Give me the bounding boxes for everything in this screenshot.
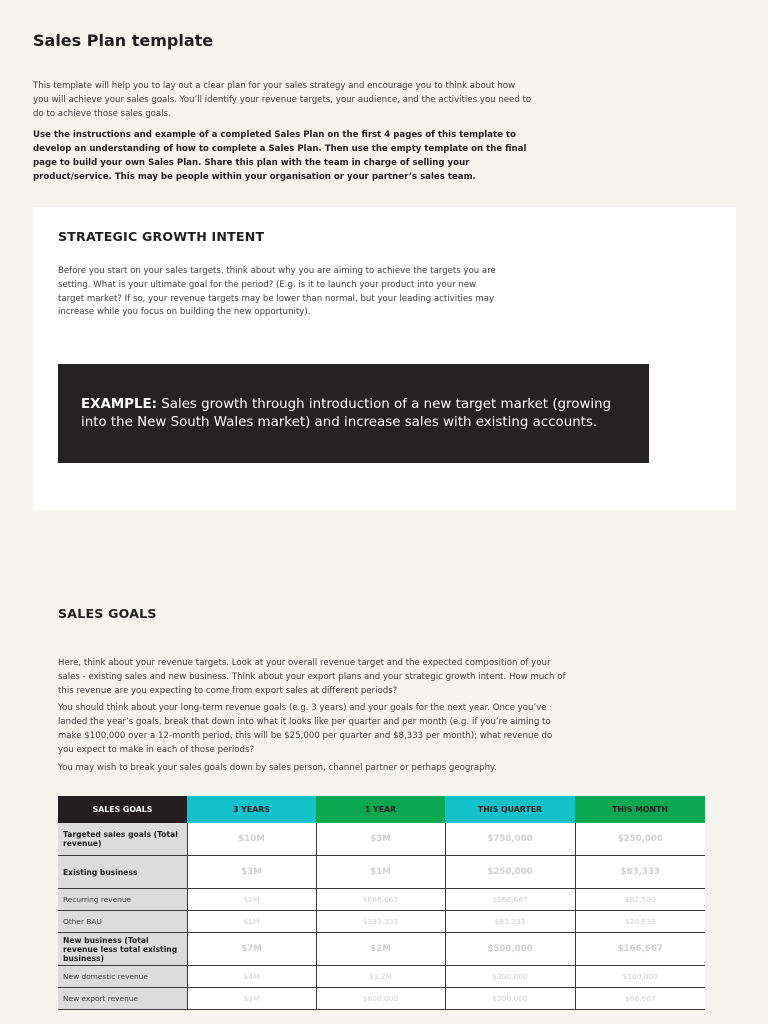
row-label: Existing business: [58, 856, 187, 889]
header-this-quarter: THIS QUARTER: [445, 796, 575, 823]
table-cell[interactable]: $100,000: [575, 966, 705, 988]
sales-goals-paragraph: You may wish to break your sales goals down by sales person, channel partner or perhaps geography.: [58, 762, 497, 773]
table-cell[interactable]: $3M: [316, 823, 445, 856]
table-cell[interactable]: $1.2M: [316, 966, 445, 988]
table-cell[interactable]: $2M: [316, 933, 445, 966]
row-label: New domestic revenue: [58, 966, 187, 988]
table-cell[interactable]: $500,000: [445, 933, 575, 966]
header-3-years: 3 YEARS: [187, 796, 316, 823]
example-box: [58, 364, 649, 463]
header-1-year: 1 YEAR: [316, 796, 445, 823]
strategic-growth-text: Before you start on your sales targets, think about why you are aiming to achieve the targets you are setting. What is your ultimate goal for the period? (E.g. is it to launch your product into your new target market? If so, your revenue targets may be lower than normal, but your leading activities may increase while you focus on building the new opportunity).: [58, 266, 496, 318]
sales-goals-heading: SALES GOALS: [58, 606, 157, 621]
table-cell[interactable]: $666,667: [316, 889, 445, 911]
header-this-month: THIS MONTH: [575, 796, 705, 823]
row-label: Targeted sales goals (Total revenue): [58, 823, 187, 856]
table-cell[interactable]: $66,667: [575, 988, 705, 1010]
page-title: Sales Plan template: [33, 31, 214, 50]
table-cell[interactable]: $1M: [187, 911, 316, 933]
strategic-growth-heading: STRATEGIC GROWTH INTENT: [58, 229, 265, 244]
sales-goals-paragraph: Here, think about your revenue targets. Look at your overall revenue target and the expected composition of your sales - existing sales and new business. Think about your export plans and your strategic growth intent. How much of this revenue are you expecting to come from export sales at different periods?: [58, 658, 566, 696]
table-cell[interactable]: $2M: [187, 889, 316, 911]
table-cell[interactable]: $750,000: [445, 823, 575, 856]
example-text: Sales growth through introduction of a new target market (growing into the New South Wales market) and increase sales with existing accounts.: [81, 397, 612, 430]
table-row: [58, 823, 705, 856]
table-row: [58, 933, 705, 966]
header-sales-goals: SALES GOALS: [58, 796, 187, 823]
sales-goals-text: [58, 657, 570, 779]
table-cell[interactable]: $10M: [187, 823, 316, 856]
instructions-paragraph: Use the instructions and example of a completed Sales Plan on the first 4 pages of this template to develop an understanding of how to complete a Sales Plan. Then use the empty template on the final page to build your own Sales Plan. Share this plan with the team in charge of selling your product/service. This may be people within your organisation or your partner’s sales team.: [33, 130, 527, 182]
table-cell[interactable]: $300,000: [445, 966, 575, 988]
table-row: [58, 966, 705, 988]
table-row: [58, 911, 705, 933]
row-label: Other BAU: [58, 911, 187, 933]
table-cell[interactable]: $200,000: [445, 988, 575, 1010]
strategic-growth-card: [33, 207, 736, 510]
row-label: New export revenue: [58, 988, 187, 1010]
table-header-row: [58, 796, 705, 823]
table-cell[interactable]: $1M: [316, 856, 445, 889]
table-cell[interactable]: $83,333: [445, 911, 575, 933]
table-cell[interactable]: $4M: [187, 966, 316, 988]
table-cell[interactable]: $62,500: [575, 889, 705, 911]
table-cell[interactable]: $20,833: [575, 911, 705, 933]
example-label: EXAMPLE:: [81, 397, 158, 412]
table-cell[interactable]: $250,000: [445, 856, 575, 889]
row-label: New business (Total revenue less total existing business): [58, 933, 187, 966]
table-row: [58, 889, 705, 911]
table-cell[interactable]: $7M: [187, 933, 316, 966]
table-cell[interactable]: $3M: [187, 856, 316, 889]
intro-paragraph: This template will help you to lay out a clear plan for your sales strategy and encourage you to think about how you will achieve your sales goals. You’ll identify your revenue targets, your audience, and the activities you need to do to achieve those sales goals.: [33, 81, 532, 119]
sales-goals-table: [58, 796, 705, 1010]
table-cell[interactable]: $83,333: [575, 856, 705, 889]
table-cell[interactable]: $166,667: [575, 933, 705, 966]
table-cell[interactable]: $800,000: [316, 988, 445, 1010]
row-label: Recurring revenue: [58, 889, 187, 911]
table-cell[interactable]: $250,000: [575, 823, 705, 856]
table-cell[interactable]: $3M: [187, 988, 316, 1010]
sales-goals-paragraph: You should think about your long-term revenue goals (e.g. 3 years) and your goals for the next year. Once you’ve landed the year’s goals, break that down into what it looks like per quarter and per month (e.g. if you’re aiming to make $100,000 over a 12-month period, this will be $25,000 per quarter and $8,333 per month); what revenue do you expect to make in each of those periods?: [58, 703, 553, 755]
table-row: [58, 856, 705, 889]
table-row: [58, 988, 705, 1010]
table-cell[interactable]: $333,333: [316, 911, 445, 933]
table-cell[interactable]: $166,667: [445, 889, 575, 911]
